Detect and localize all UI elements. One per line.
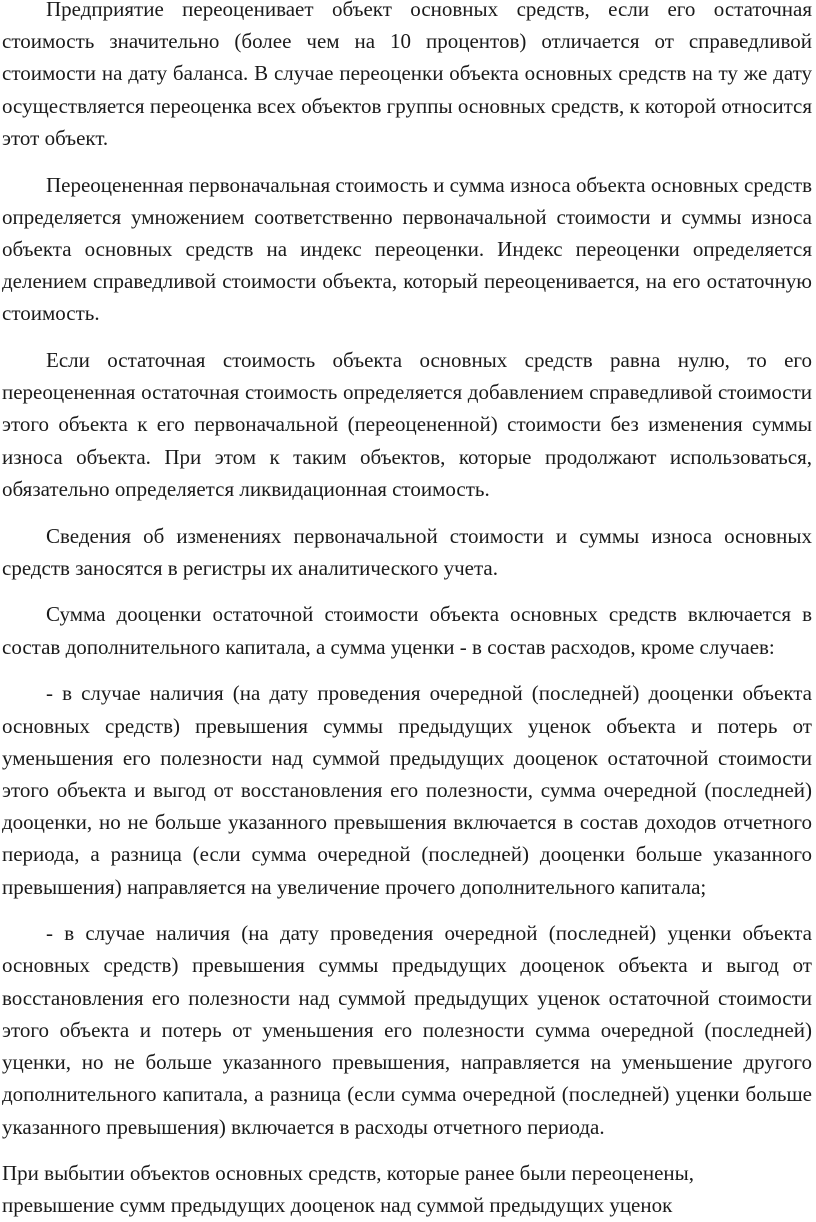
- paragraph-disposal: [2, 1157, 812, 1221]
- paragraph-downward-revaluation-case: - в случае наличия (на дату проведения очередной (последней) уценки объекта основных средств) превышения суммы предыдущих дооценок объекта и выгод от восстановления его полезности над суммой предыдущих уценок остаточной стоимости этого объекта и потерь от уменьшения его полезности сумма очередной (последней) уценки, но не больше указанного превышения, направляется на уменьшение другого дополнительного капитала, а разница (если сумма очередной (последней) уценки больше указанного превышения) включается в расходы отчетного периода.: [2, 921, 812, 1139]
- paragraph-revaluation-surplus: Сумма дооценки остаточной стоимости объекта основных средств включается в состав дополнительного капитала, а сумма уценки - в состав расходов, кроме случаев:: [2, 602, 812, 659]
- paragraph-zero-residual-value: Если остаточная стоимость объекта основных средств равна нулю, то его переоцененная остаточная стоимость определяется добавлением справедливой стоимости этого объекта к его первоначальной (переоцененной) стоимости без изменения суммы износа объекта. При этом к таким объектов, которые продолжают использоваться, обязательно определяется ликвидационная стоимость.: [2, 348, 812, 501]
- paragraph-revaluation-condition: Предприятие переоценивает объект основных средств, если его остаточная стоимость значительно (более чем на 10 процентов) отличается от справедливой стоимости на дату баланса. В случае переоценки объекта основных средств на ту же дату осуществляется переоценка всех объектов группы основных средств, к которой относится этот объект.: [2, 0, 812, 150]
- disposal-line-1: При выбытии объектов основных средств, которые ранее были переоценены,: [2, 1161, 695, 1186]
- paragraph-upward-revaluation-case: - в случае наличия (на дату проведения очередной (последней) дооценки объекта основных средств) превышения суммы предыдущих уценок объекта и потерь от уменьшения его полезности над суммой предыдущих дооценок остаточной стоимости этого объекта и выгод от восстановления его полезности, сумма очередной (последней) дооценки, но не больше указанного превышения включается в состав доходов отчетного периода, а разница (если сумма очередной (последней) дооценки больше указанного превышения) направляется на увеличение прочего дополнительного капитала;: [2, 681, 812, 899]
- paragraph-revaluation-index: Переоцененная первоначальная стоимость и сумма износа объекта основных средств определяется умножением соответственно первоначальной стоимости и суммы износа объекта основных средств на индекс переоценки. Индекс переоценки определяется делением справедливой стоимости объекта, который переоценивается, на его остаточную стоимость.: [2, 172, 812, 326]
- paragraph-analytical-registers: Сведения об изменениях первоначальной стоимости и суммы износа основных средств заносятся в регистры их аналитического учета.: [2, 523, 812, 580]
- disposal-line-2: превышение сумм предыдущих дооценок над суммой предыдущих уценок: [2, 1193, 673, 1218]
